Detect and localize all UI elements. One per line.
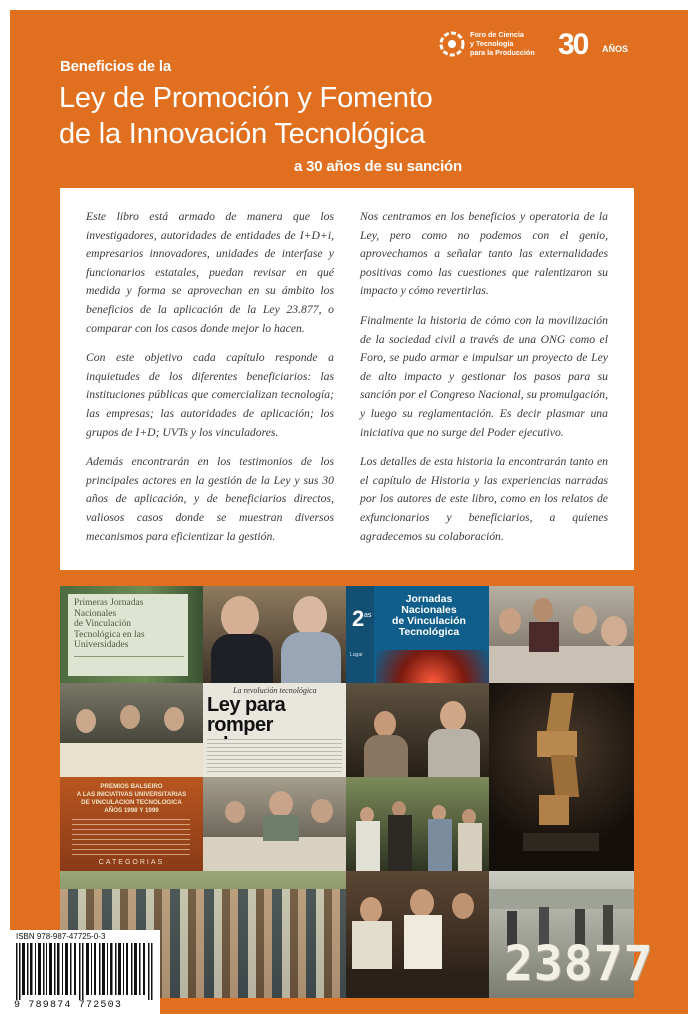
- paragraph: Este libro está armado de manera que los investigadores, autoridades de entidades de I+D+i, empresarios innovadores, unidades de interfase y funcionarios estatales, puedan revisar en qué medida y forma se aprovechan en su ámbito los beneficios de la aplicación de la Ley 23.877, o comparar con los casos donde mejor lo hacen.: [86, 210, 334, 335]
- booklet-line: Primeras Jornadas: [74, 598, 144, 608]
- poster-line: de Vinculación: [392, 615, 466, 627]
- isbn-digits: 9 789874 772503: [14, 1000, 123, 1011]
- balseiro-line: DE VINCULACION TECNOLOGICA: [81, 799, 182, 806]
- anniversary-word: AÑOS: [602, 44, 629, 54]
- foro-logo-line: Foro de Ciencia: [470, 30, 524, 39]
- paragraph: Finalmente la historia de cómo con la movilización de la sociedad civil a través de una ONG como el Foro, se pudo armar e impulsar un proyecto de Ley de alto impacto y gestionar los pasos para su sanción por el Congreso Nacional, su promulgación, y luego su reglamentación. Es decir plasmar una iniciativa que no surge del Poder ejecutivo.: [360, 313, 608, 439]
- jornadas-booklet-photo: [60, 586, 203, 683]
- officials-photo: [203, 586, 346, 683]
- isbn-label: ISBN 978-987-47725-0-3: [16, 932, 106, 941]
- foro-logo-line: y Tecnología: [470, 39, 514, 48]
- poster-title: [392, 594, 466, 638]
- title-line-1: Ley de Promoción y Fomento: [59, 82, 433, 114]
- paragraph: Nos centramos en los beneficios y operatoria de la Ley, pero como no podemos con el genio, aprovechamos a señalar tanto las externalidades positivas como las cuestiones que ralentizaron su impacto y cómo revertirlas.: [360, 210, 608, 298]
- booklet-line: Universidades: [74, 640, 129, 650]
- panel-speakers-photo: [60, 683, 203, 777]
- poster-line: Tecnológica: [398, 626, 460, 638]
- foro-logo: [438, 28, 548, 62]
- foro-logo-text: [470, 30, 535, 57]
- title-small: Beneficios de la: [60, 58, 172, 75]
- balseiro-title: [64, 783, 199, 815]
- booklet-line: Tecnológica en las: [74, 629, 145, 640]
- balseiro-awards-poster: [60, 777, 203, 871]
- anniversary-logo: [558, 30, 638, 62]
- newspaper-clipping: [203, 683, 346, 777]
- poster-caption: Lugar: [350, 652, 363, 658]
- signing-photo: [203, 777, 346, 871]
- isbn-barcode: [10, 930, 160, 1014]
- poster-number-suffix: as: [364, 612, 372, 619]
- title-subtitle: a 30 años de su sanción: [294, 158, 462, 175]
- poster-line: Jornadas: [405, 593, 453, 605]
- meeting-table-photo: [489, 586, 634, 683]
- barcode-bars-icon: [16, 943, 154, 1000]
- text-column-left: [86, 208, 334, 557]
- summary-text-box: [60, 188, 634, 570]
- booklet-line: Nacionales: [74, 608, 117, 619]
- foro-logo-line: para la Producción: [470, 48, 535, 57]
- paragraph: Además encontrarán en los testimonios de los principales actores en la gestión de la Ley y sus 30 años de aplicación, y de beneficiarios directos, valiosos casos donde se muestran diversos mecanismos para eficientizar la gestión.: [86, 455, 334, 543]
- balseiro-footer: CATEGORIAS: [98, 859, 165, 866]
- booklet-line: de Vinculación: [74, 619, 132, 629]
- jornadas-poster-photo: [346, 586, 489, 683]
- cover-background: [10, 10, 688, 1014]
- balseiro-line: AÑOS 1998 Y 1999: [104, 807, 159, 814]
- paragraph: Con este objetivo cada capítulo responde a inquietudes de los diferentes beneficiarios: las instituciones públicas que comercializan tecnología; las empresas; las autoridades de aplicación; los grupos de I+D; UVTs y los vinculadores.: [86, 351, 334, 439]
- title-line-2: de la Innovación Tecnológica: [59, 118, 426, 150]
- text-column-right: [360, 208, 608, 557]
- poster-line: Nacionales: [401, 604, 457, 616]
- balseiro-line: PREMIOS BALSEIRO: [100, 783, 163, 790]
- table-discussion-photo: [346, 871, 489, 998]
- clipping-kicker: La revolución tecnológica: [233, 686, 317, 695]
- sculpture-photo: [489, 683, 634, 871]
- outdoor-crowd-photo: [346, 777, 489, 871]
- balseiro-line: A LAS INICIATIVAS UNIVERSITARIAS: [76, 791, 187, 798]
- law-number-stamp: 23877: [504, 936, 654, 992]
- paragraph: Los detalles de esta historia la encontrarán tanto en el capítulo de Historia y las experiencias narradas por los autores de este libro, como en los relatos de exfuncionarios y beneficiarios, a quienes agradecemos su colaboración.: [360, 455, 608, 543]
- title-main: [59, 80, 619, 152]
- booklet-title: [74, 598, 145, 651]
- foro-emblem-icon: [438, 30, 466, 58]
- speaker-microphone-photo: [346, 683, 489, 777]
- anniversary-number: 30: [558, 28, 588, 61]
- poster-number: 2: [352, 606, 365, 631]
- clipping-headline-line: Ley para romper: [207, 694, 286, 736]
